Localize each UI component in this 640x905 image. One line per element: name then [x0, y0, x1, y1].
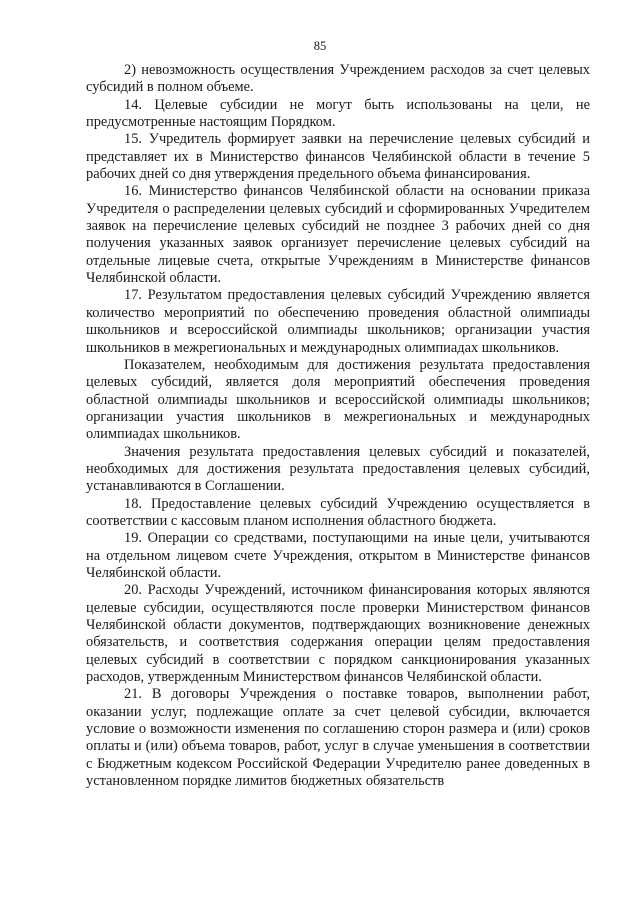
paragraph-clause-19: 19. Операции со средствами, поступающими на иные цели, учитываются на отдельном лицевом счете Учреждения, открытом в Министерстве финансов Челябинской области.	[86, 530, 590, 581]
document-body	[86, 62, 590, 790]
paragraph-values: Значения результата предоставления целевых субсидий и показателей, необходимых для достижения результата предоставления целевых субсидий, устанавливаются в Соглашении.	[86, 443, 590, 495]
paragraph-item-2: 2) невозможность осуществления Учреждением расходов за счет целевых субсидий в полном объеме.	[86, 62, 590, 96]
page-number: 85	[313, 39, 327, 53]
paragraph-indicator: Показателем, необходимым для достижения результата предоставления целевых субсидий, является доля мероприятий обеспечения проведения областной олимпиады школьников и всероссийской олимпиады школьников; организации участия школьников в межрегиональных и международных олимпиадах школьников.	[86, 356, 590, 443]
paragraph-clause-20: 20. Расходы Учреждений, источником финансирования которых являются целевые субсидии, осуществляются после проверки Министерством финансов Челябинской области документов, подтверждающих возникновение денежных обязательств, и соответствия содержания операции целям предоставления целевых субсидий в соответствии с порядком санкционирования указанных расходов, утвержденным Министерством финансов Челябинской области.	[86, 582, 590, 686]
paragraph-clause-16: 16. Министерство финансов Челябинской области на основании приказа Учредителя о распределении целевых субсидий и сформированных Учредителем заявок на перечисление целевых субсидий не позднее 3 рабочих дней со дня получения указанных заявок организует перечисление целевых субсидий на отдельные лицевые счета, открытые Учреждениям в Министерстве финансов Челябинской области.	[86, 183, 590, 287]
paragraph-clause-18: 18. Предоставление целевых субсидий Учреждению осуществляется в соответствии с кассовым планом исполнения областного бюджета.	[86, 495, 590, 529]
paragraph-clause-15: 15. Учредитель формирует заявки на перечисление целевых субсидий и представляет их в Министерство финансов Челябинской области в течение 5 рабочих дней со дня утверждения предельного объема финансирования.	[86, 131, 590, 183]
paragraph-clause-17: 17. Результатом предоставления целевых субсидий Учреждению является количество мероприятий по обеспечению проведения областной олимпиады школьников и всероссийской олимпиады школьников; организации участия школьников в межрегиональных и международных олимпиадах школьников.	[86, 287, 590, 356]
paragraph-clause-21: 21. В договоры Учреждения о поставке товаров, выполнении работ, оказании услуг, подлежащие оплате за счет целевой субсидии, включается условие о возможности изменения по соглашению сторон размера и (или) сроков оплаты и (или) объема товаров, работ, услуг в случае уменьшения в соответствии с Бюджетным кодексом Российской Федерации Учредителю ранее доведенных в установленном порядке лимитов бюджетных обязательств	[86, 686, 590, 790]
paragraph-clause-14: 14. Целевые субсидии не могут быть использованы на цели, не предусмотренные настоящим Порядком.	[86, 96, 590, 131]
